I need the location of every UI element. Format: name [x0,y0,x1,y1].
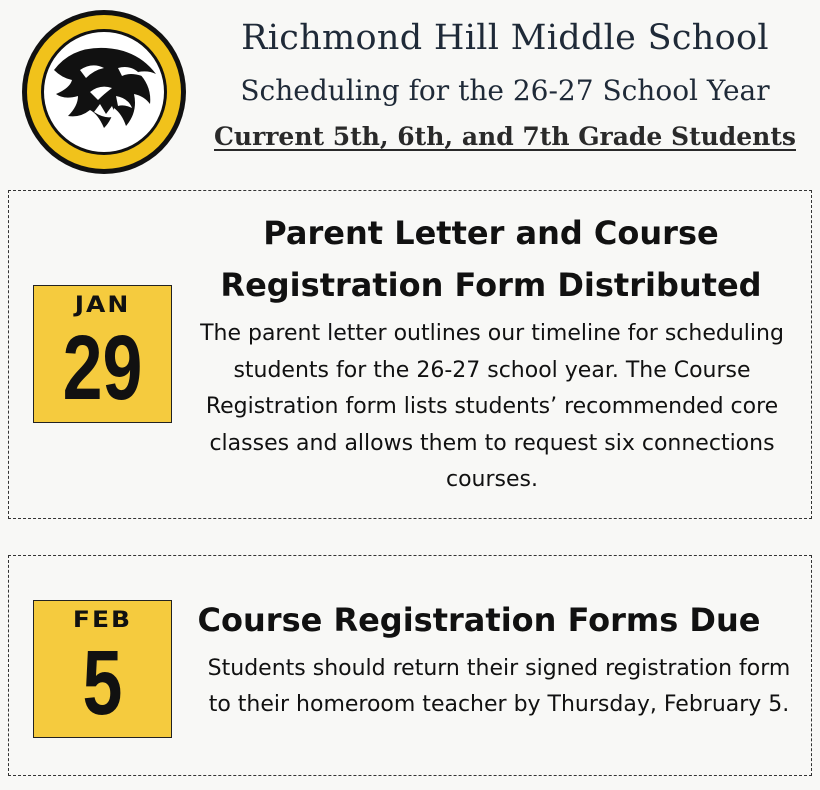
panther-mascot-icon [20,8,188,176]
event-card-jan-29 [8,190,812,519]
calendar-day: 5 [82,632,123,734]
school-logo [20,8,188,176]
event-description: The parent letter outlines our timeline for scheduling students for the 26-27 school year. The Course Registration form lists students’ recommended core classes and allows them to request six connections courses. [200,321,784,492]
schedule-subtitle: Scheduling for the 26-27 School Year [240,74,770,107]
calendar-date-badge [33,600,172,738]
event-description: Students should return their signed registration form to their homeroom teacher by Thursday, February 5. [207,656,791,717]
grade-levels-heading: Current 5th, 6th, and 7th Grade Students [214,122,796,151]
calendar-month: FEB [72,606,133,633]
event-card-feb-5 [8,555,812,776]
calendar-month: JAN [74,291,131,318]
school-name: Richmond Hill Middle School [241,18,769,58]
calendar-date-badge [33,285,172,423]
event-title: Parent Letter and Course Registration Form Distributed [220,214,762,304]
calendar-day: 29 [62,317,143,419]
event-title: Course Registration Forms Due [197,601,761,639]
